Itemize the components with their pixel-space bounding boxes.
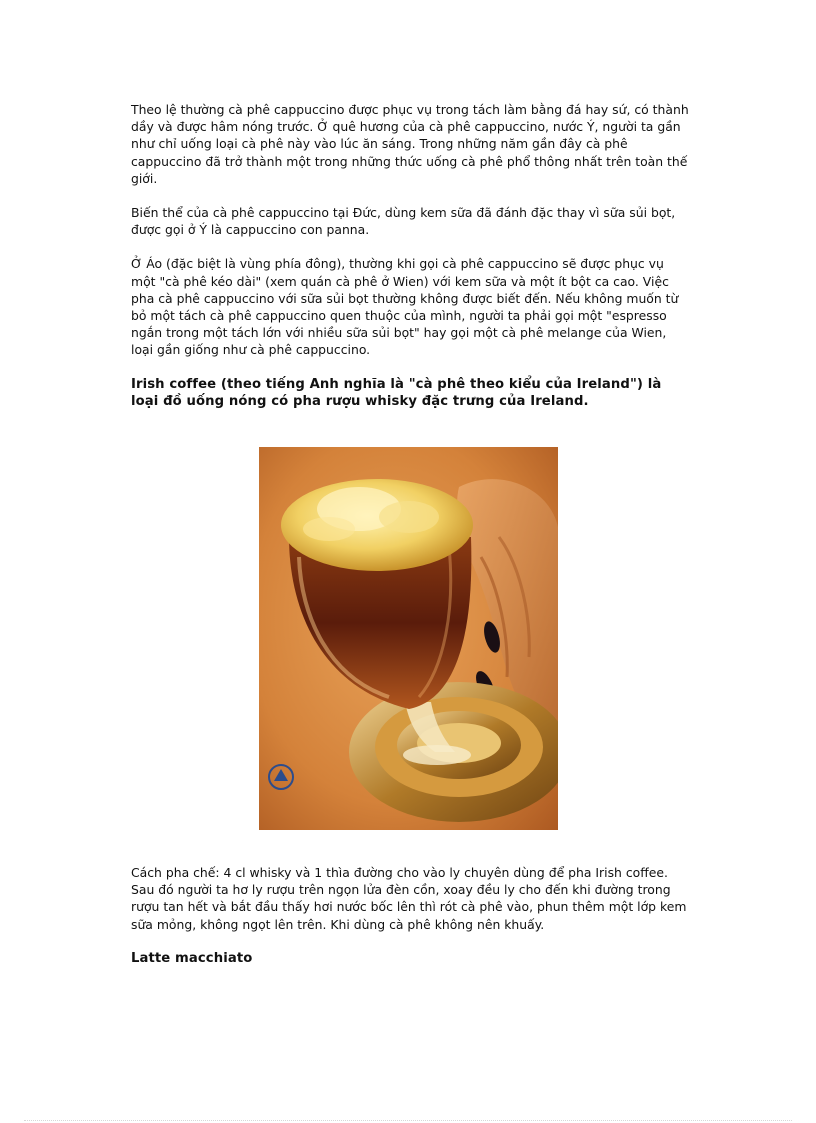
paragraph-cappuccino-austria: Ở Áo (đặc biệt là vùng phía đông), thường khi gọi cà phê cappuccino sẽ được phục vụ một "cà phê kéo dài" (xem quán cà phê ở Wien) với kem sữa và một ít bột ca cao. Việc pha cà phê cappuccino với sữa sủi bọt thường không được biết đến. Nếu không muốn từ bỏ một tách cà phê cappuccino quen thuộc của mình, người ta phải gọi một "espresso ngắn trong một tách lớn với nhiều sữa sủi bọt" hay gọi một cà phê melange của Wien, loại gần giống như cà phê cappuccino. — [131, 256, 679, 358]
heading-latte-macchiato: Latte macchiato — [131, 950, 253, 966]
paragraph-cappuccino-variant: Biến thể của cà phê cappuccino tại Đức, dùng kem sữa đã đánh đặc thay vì sữa sủi bọt, được gọi ở Ý là cappuccino con panna. — [131, 205, 676, 238]
paragraph-irish-recipe: Cách pha chế: 4 cl whisky và 1 thìa đường cho vào ly chuyên dùng để pha Irish coffee. Sau đó người ta hơ ly rượu trên ngọn lửa đèn cồn, xoay đều ly cho đến khi đường trong rượu tan hết và bắt đầu thấy hơi nước bốc lên thì rót cà phê vào, phun thêm một lớp kem sữa mỏng, không ngọt lên trên. Khi dùng cà phê không nên khuấy. — [131, 865, 687, 932]
heading-irish-coffee: Irish coffee (theo tiếng Anh nghĩa là "cà phê theo kiểu của Ireland") là loại đồ uống nóng có pha rượu whisky đặc trưng của Ireland. — [131, 376, 662, 410]
document-body — [131, 101, 691, 411]
irish-coffee-photo — [259, 447, 558, 830]
document-body-continued — [131, 864, 691, 967]
page-bottom-divider — [24, 1120, 792, 1121]
paragraph-cappuccino-serving: Theo lệ thường cà phê cappuccino được phục vụ trong tách làm bằng đá hay sứ, có thành dầy và được hâm nóng trước. Ở quê hương của cà phê cappuccino, nước Ý, người ta gần như chỉ uống loại cà phê này vào lúc ăn sáng. Trong những năm gần đây cà phê cappuccino đã trở thành một trong những thức uống cà phê phổ thông nhất trên toàn thế giới. — [131, 102, 689, 186]
